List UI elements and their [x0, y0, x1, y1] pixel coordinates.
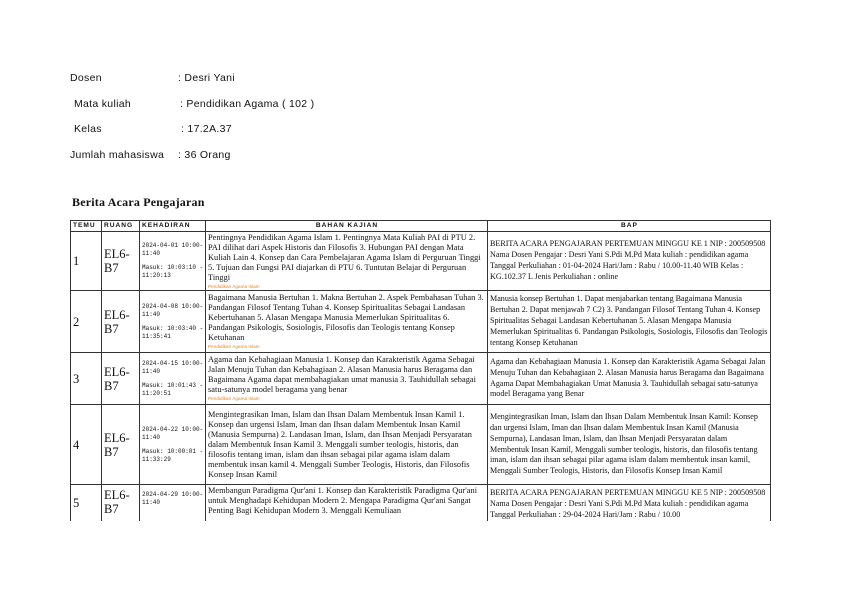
ruang-cell — [102, 353, 140, 405]
bahan-kajian-cell — [206, 232, 488, 291]
kehadiran-masuk: Masuk: 10:00:01 - 11:33:29 — [142, 447, 204, 463]
kelas-value: : 17.2A.37 — [181, 123, 232, 135]
ruang-cell — [102, 291, 140, 353]
kehadiran-jadwal: 2024-04-01 10:00-11:40 — [142, 242, 204, 257]
table-header-row — [71, 221, 771, 232]
bap-text: Agama dan Kebahagiaan Manusia 1. Konsep dan Karakteristik Agama Sebagai Jalan Menuju Tuhan dan Kebahagiaan 2. Alasan Manusia harus Beragama dan Bagaimana Agama Dapat Membahagiakan Umat Manusia 3. Tauhidullah sebagai satu-satunya model Beragama yang Benar — [490, 356, 766, 399]
temu-cell — [71, 353, 102, 405]
temu-number: 3 — [73, 371, 80, 386]
bahan-kajian-text: Membangun Paradigma Qur'ani 1. Konsep dan Karakteristik Paradigma Qur'ani untuk Menghadapi Kehidupan Modern 2. Mengapa Paradigma Qur'ani Sangat Penting Bagi Kehidupan Modern 3. Menggali Kemuliaan — [208, 486, 478, 515]
ruang-cell — [102, 232, 140, 291]
table-row — [71, 405, 771, 485]
ruang-name: EL6-B7 — [104, 364, 130, 393]
header-bap: BAP — [488, 221, 771, 232]
kelas-label: Kelas — [74, 123, 102, 135]
jumlah-mahasiswa-value: : 36 Orang — [178, 149, 231, 161]
header-ruang: RUANG — [102, 221, 140, 232]
ruang-name: EL6-B7 — [104, 488, 130, 516]
ruang-name: EL6-B7 — [104, 307, 130, 336]
kehadiran-cell — [140, 232, 206, 291]
bap-text: BERITA ACARA PENGAJARAN PERTEMUAN MINGGU KE 5 NIP : 200509508 Nama Dosen Pengajar : Desri Yani S.Pdi M.Pd Mata kuliah : pendidikan agama Tanggal Perkuliahan : 29-04-2024 Hari/Jam : Rabu / 10.00 — [490, 488, 766, 519]
table-row — [71, 353, 771, 405]
jumlah-mahasiswa-label: Jumlah mahasiswa — [70, 149, 165, 161]
bahan-kajian-cell — [206, 405, 488, 485]
berita-acara-table — [70, 220, 771, 521]
temu-number: 4 — [73, 437, 80, 452]
bahan-kajian-cell — [206, 485, 488, 521]
bap-cell — [488, 291, 771, 353]
kehadiran-cell — [140, 405, 206, 485]
page-title: Berita Acara Pengajaran — [72, 195, 205, 209]
kehadiran-cell — [140, 291, 206, 353]
header-bahan-kajian: BAHAN KAJIAN — [206, 221, 488, 232]
bap-cell — [488, 232, 771, 291]
table-row — [71, 485, 771, 521]
table-row — [71, 291, 771, 353]
temu-number: 5 — [73, 496, 80, 510]
ruang-name: EL6-B7 — [104, 430, 130, 459]
dosen-label: Dosen — [70, 72, 102, 84]
temu-number: 1 — [73, 254, 80, 268]
temu-cell — [71, 291, 102, 353]
kehadiran-jadwal: 2024-04-22 10:00-11:40 — [142, 425, 204, 441]
temu-cell — [71, 405, 102, 485]
subject-tag: Pendidikan Agama Islam — [208, 344, 260, 349]
kehadiran-masuk: Masuk: 10:03:40 - 11:35:41 — [142, 324, 204, 340]
header-kehadiran: KEHADIRAN — [140, 221, 206, 232]
mata-kuliah-value: : Pendidikan Agama ( 102 ) — [180, 98, 315, 110]
ruang-cell — [102, 485, 140, 521]
dosen-value: : Desri Yani — [178, 72, 235, 84]
ruang-cell — [102, 405, 140, 485]
bahan-kajian-text: Agama dan Kebahagiaan Manusia 1. Konsep dan Karakteristik Agama Sebagai Jalan Menuju Tuhan dan Kebahagiaan 2. Alasan Manusia harus Beragama dan Bagaimana Agama dapat membahagiakan umat manusia 3. Tauhidullah sebagai satu-satunya model beragama yang benar — [208, 355, 476, 394]
bahan-kajian-text: Bagaimana Manusia Bertuhan 1. Makna Bertuhan 2. Aspek Pembahasan Tuhan 3. Pandangan Filosof Tentang Tuhan 4. Konsep Spiritualitas Sebagai Landasan Kebertuhanan 5. Alasan Mengapa Manusia Memerlukan Spiritualitas 6. Pandangan Psikologis, Sosiologis, Filosofis dan Teologis tentang Konsep Ketuhanan — [208, 293, 484, 342]
bahan-kajian-text: Pentingnya Pendidikan Agama Islam 1. Pentingnya Mata Kuliah PAI di PTU 2. PAI dilihat dari Aspek Historis dan Filosofis 3. Hubungan PAI dengan Mata Kuliah Lain 4. Konsep dan Cara Pembelajaran Agama Islam di Perguruan Tinggi 5. Tujuan dan Fungsi PAI diajarkan di PTU 6. Tuntutan Belajar di Perguruan Tinggi — [208, 232, 481, 282]
ruang-name: EL6-B7 — [104, 247, 130, 275]
kehadiran-jadwal: 2024-04-08 10:00-11:40 — [142, 302, 204, 318]
bap-cell — [488, 485, 771, 521]
mata-kuliah-label: Mata kuliah — [74, 98, 131, 110]
kehadiran-jadwal: 2024-04-29 10:00-11:40 — [142, 491, 204, 506]
bap-cell — [488, 405, 771, 485]
bahan-kajian-cell — [206, 353, 488, 405]
temu-cell — [71, 485, 102, 521]
kehadiran-cell — [140, 485, 206, 521]
bap-text: Manusia konsep Bertuhan 1. Dapat menjabarkan tentang Bagaimana Manusia Bertuhan 2. Dapat menjawab 7 C2) 3. Pandangan Filosof Tentang Tuhan 4. Konsep Spiritualitas Sebagai Landasan Kebertuhanan 5. Alasan Mengapa Manusia Memerlukan Spiritualitas 6. Pandangan Psikologis, Sosiologis, Filosofis dan Teologis tentang Konsep Ketuhanan — [490, 294, 768, 347]
bahan-kajian-text: Mengintegrasikan Iman, Islam dan Ihsan Dalam Membentuk Insan Kamil 1. Konsep dan urgensi Islam, Iman dan Ihsan dalam Membentuk Insan Kamil (Manusia Sempurna) 2. Landasan Iman, Islam, dan Ihsan Menjadi Persyaratan dalam Membentuk Insan Kamil 3. Menggali sumber teologis, historis, dan filosofis tentang iman, islam dan ihsan sebagai pilar agama islam dalam membentuk insan kamil 4. Menggali Sumber Teologis, Historis, dan Filosofis Konsep Insan Kamil — [208, 409, 473, 479]
kehadiran-cell — [140, 353, 206, 405]
bahan-kajian-cell — [206, 291, 488, 353]
header-temu: TEMU — [71, 221, 102, 232]
kehadiran-masuk: Masuk: 10:03:10 - 11:20:13 — [142, 264, 204, 279]
bap-text: Mengintegrasikan Iman, Islam dan Ihsan Dalam Membentuk Insan Kamil: Konsep dan urgensi Islam, Iman dan Ihsan dalam Membentuk Insan Kamil (Manusia Sempurna), Landasan Iman, Islam, dan Ihsan Menjadi Persyaratan dalam Membentuk Insan Kamil, Menggali sumber teologis, historis, dan filosofis tentang iman, islam dan ihsan sebagai pilar agama islam dalam membentuk insan kamil, Menggali Sumber Teologis, Historis, dan Filosofis Konsep Insan Kamil — [490, 411, 758, 476]
temu-number: 2 — [73, 314, 80, 329]
temu-cell — [71, 232, 102, 291]
bap-cell — [488, 353, 771, 405]
table-row — [71, 232, 771, 291]
bap-text: BERITA ACARA PENGAJARAN PERTEMUAN MINGGU KE 1 NIP : 200509508 Nama Dosen Pengajar : Desri Yani S.Pdi M.Pd Mata kuliah : pendidikan agama Tanggal Perkuliahan : 01-04-2024 Hari/Jam : Rabu / 10.00-11.40 WIB Kelas : KG.102.37 L Jenis Perkuliahan : online — [490, 239, 766, 281]
subject-tag: Pendidikan Agama Islam — [208, 396, 260, 401]
subject-tag: Pendidikan Agama Islam — [208, 283, 260, 289]
kehadiran-jadwal: 2024-04-15 10:00-11:40 — [142, 359, 204, 375]
kehadiran-masuk: Masuk: 10:01:43 - 11:20:51 — [142, 381, 204, 397]
